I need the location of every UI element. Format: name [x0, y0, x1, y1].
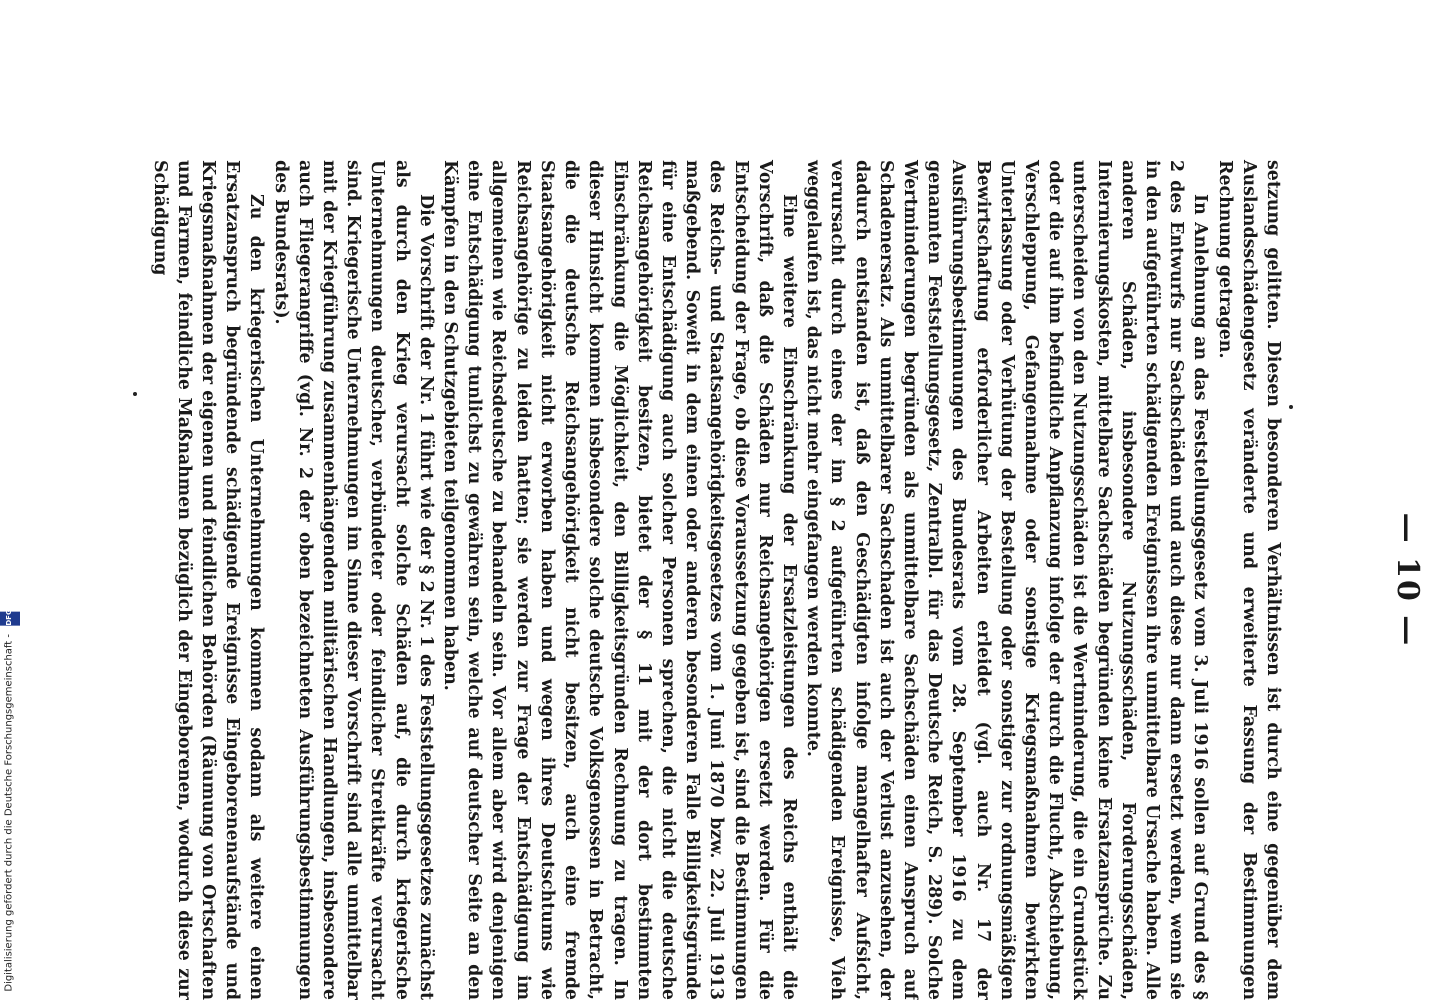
scan-speck	[1289, 405, 1293, 409]
paragraph-1: setzung gelitten. Diesen besonderen Verhältnissen ist durch eine gegenüber dem Auslandsschädengesetz veränderte und erweiterte Fassung der Bestimmungen Rechnung getragen.	[1214, 160, 1283, 1000]
page-number: — 10 —	[1390, 512, 1425, 648]
digitization-note	[2, 608, 16, 992]
dfg-logo-icon: DFG	[0, 612, 20, 626]
digitization-text: Digitalisierung gefördert durch die Deutsche Forschungsgemeinschaft -	[3, 634, 15, 992]
paragraph-4: Die Vorschrift der Nr. 1 führt wie der § 2 Nr. 1 des Feststellungsgesetzes zunächst als durch den Krieg verursacht solche Schäden auf, die durch kriegerische Unternehmungen deutscher, verbündeter oder feindlicher Streitkräfte verursacht sind. Kriegerische Unternehmungen im Sinne dieser Vorschrift sind alle unmittelbar mit der Kriegführung zusammenhängenden militärischen Handlungen, insbesondere auch Fliegerangriffe (vgl. Nr. 2 der oben bezeichneten Ausführungsbestimmungen des Bundesrats).	[270, 160, 436, 1000]
scan-speck	[133, 392, 137, 396]
rotated-text-block	[149, 160, 1425, 1000]
paragraph-5: Zu den kriegerischen Unternehmungen kommen sodann als weitere einen Ersatzanspruch begründende schädigende Ereignisse Eingeborenenaufstände und Kriegsmaßnahmen der eigenen und feindlichen Behörden (Räumung von Ortschaften und Farmen, feindliche Maßnahmen bezüglich der Eingeborenen, wodurch diese zur Schädigung	[149, 160, 267, 1000]
paragraph-2: In Anlehnung an das Feststellungsgesetz vom 3. Juli 1916 sollen auf Grund des § 2 des Entwurfs nur Sachschäden und auch diese nur dann ersetzt werden, wenn sie in den aufgeführten schädigenden Ereignissen ihre unmittelbare Ursache haben. Alle anderen Schäden, insbesondere Nutzungsschäden, Forderungsschäden, Internierungskosten, mittelbare Sachschäden begründen keine Ersatzansprüche. Zu unterscheiden von den Nutzungsschäden ist die Wertminderung, die ein Grundstück oder die auf ihm befindliche Anpflanzung infolge der durch die Flucht, Abschiebung, Verschleppung, Gefangennahme oder sonstige Kriegsmaßnahmen bewirkten Unterlassung oder Verhütung der Bestellung oder sonstiger zur ordnungsmäßigen Bewirtschaftung erforderlicher Arbeiten erleidet (vgl. auch Nr. 17 der Ausführungsbestimmungen des Bundesrats vom 28. September 1916 zu dem genannten Feststellungsgesetz, Zentralbl. für das Deutsche Reich, S. 289). Solche Wertminderungen begründen als unmittelbare Sachschäden einen Anspruch auf Schadenersatz. Als unmittelbarer Sachschaden ist auch der Verlust anzusehen, der dadurch entstanden ist, daß den Geschädigten infolge mangelhafter Aufsicht, verursacht durch eines der im § 2 aufgeführten schädigenden Ereignisse, Vieh weggelaufen ist, das nicht mehr eingefangen werden konnte.	[803, 160, 1211, 1000]
paragraph-3: Eine weitere Einschränkung der Ersatzleistungen des Reichs enthält die Vorschrift, daß die Schäden nur Reichsangehörigen ersetzt werden. Für die Entscheidung der Frage, ob diese Voraussetzung gegeben ist, sind die Bestimmungen des Reichs- und Staatsangehörigkeitsgesetzes vom 1. Juni 1870 bzw. 22. Juli 1913 maßgebend. Soweit in dem einen oder anderen besonderen Falle Billigkeitsgründe für eine Entschädigung auch solcher Personen sprechen, die nicht die deutsche Reichsangehörigkeit besitzen, bietet der § 11 mit der dort bestimmten Einschränkung die Möglichkeit, den Billigkeitsgründen Rechnung zu tragen. In dieser Hinsicht kommen insbesondere solche deutsche Volksgenossen in Betracht, die die deutsche Reichsangehörigkeit nicht besitzen, auch eine fremde Staatsangehörigkeit nicht erworben haben und wegen ihres Deutschtums wie Reichsangehörige zu leiden hatten; sie werden zur Frage der Entschädigung im allgemeinen wie Reichsdeutsche zu behandeln sein. Vor allem aber wird denjenigen eine Entschädigung tunlichst zu gewähren sein, welche auf deutscher Seite an den Kämpfen in den Schutzgebieten teilgenommen haben.	[440, 160, 799, 1000]
document-page	[149, 160, 1425, 1000]
body-text	[149, 160, 1285, 1000]
